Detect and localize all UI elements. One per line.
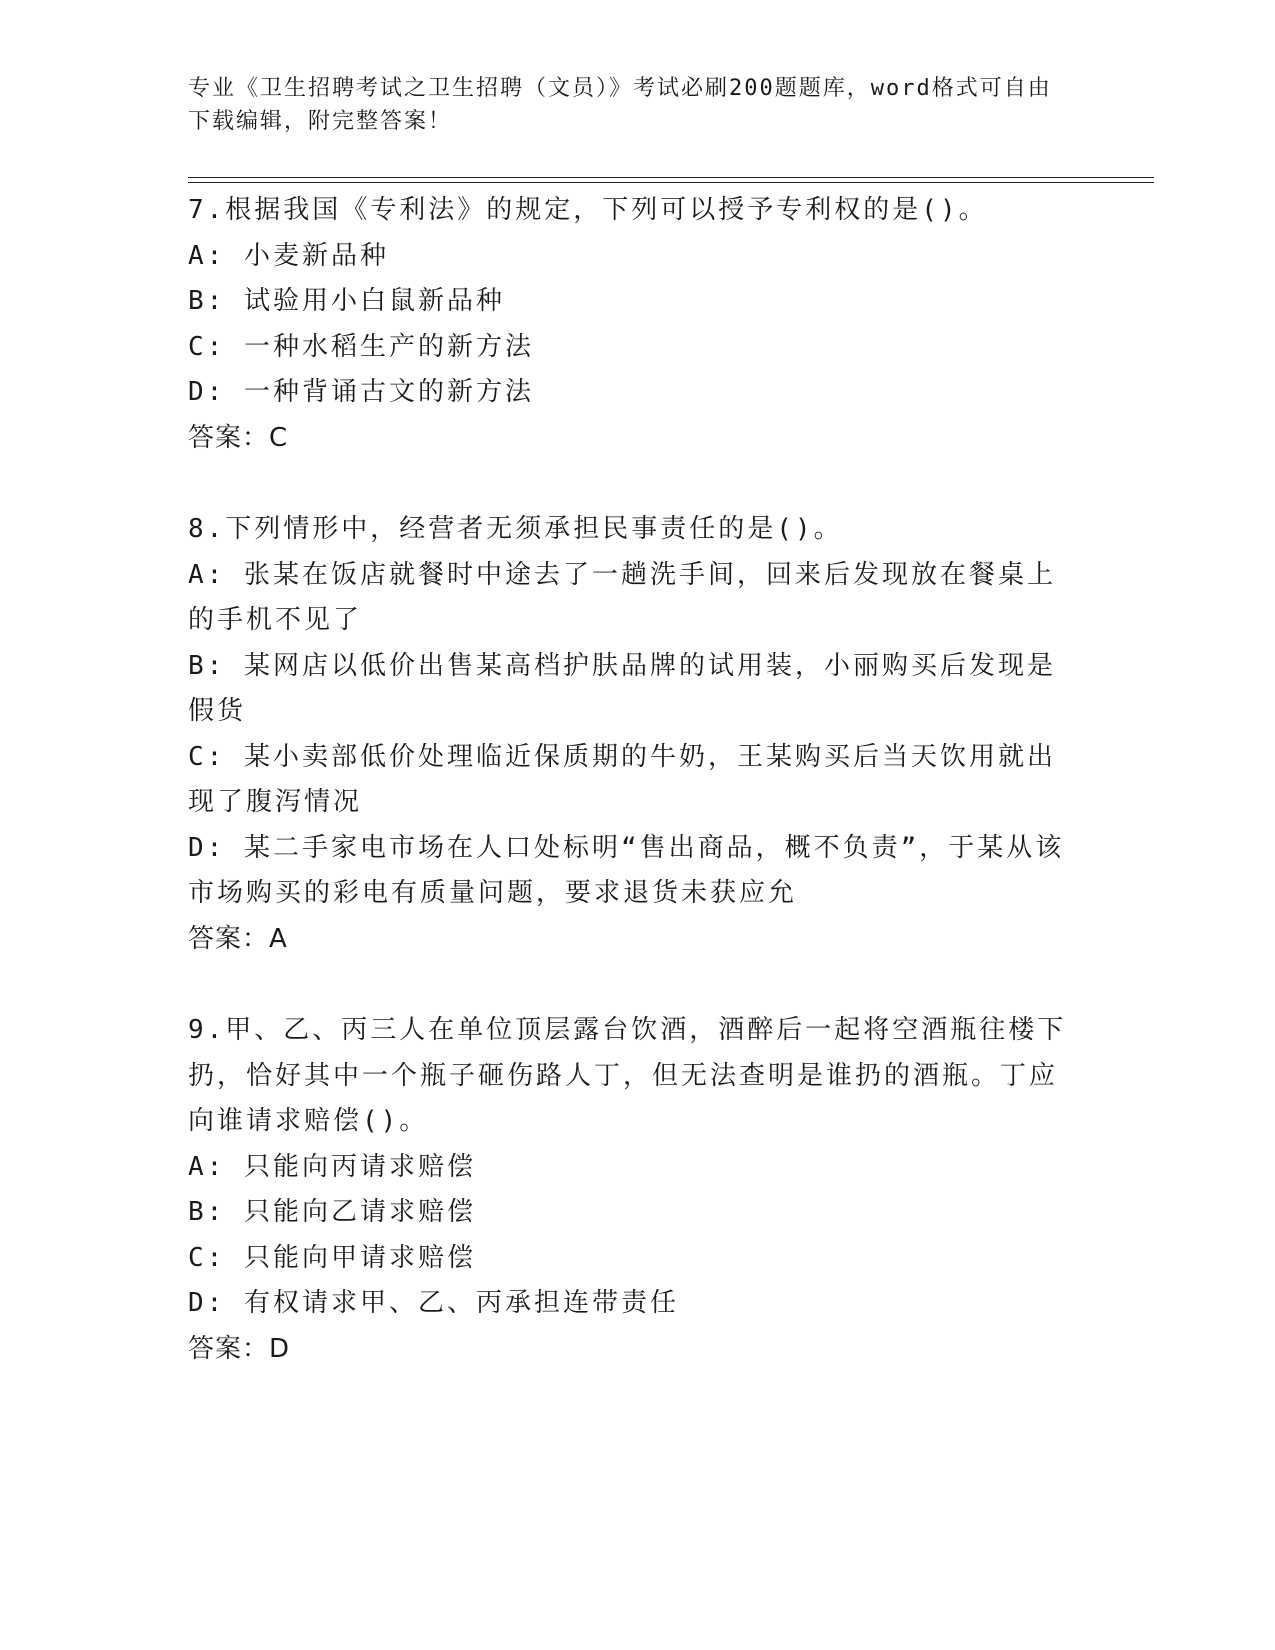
option-c: C: 某小卖部低价处理临近保质期的牛奶，王某购买后当天饮用就出现了腹泻情况 [188, 741, 1056, 817]
question-block [188, 188, 1068, 461]
option-d: D: 一种背诵古文的新方法 [188, 377, 534, 407]
option-a: A: 张某在饭店就餐时中途去了一趟洗手间，回来后发现放在餐桌上的手机不见了 [188, 559, 1056, 635]
answer-label: 答案：A [188, 923, 288, 954]
question-block [188, 507, 1068, 962]
header-divider-bottom [188, 182, 1154, 183]
answer-label: 答案：C [188, 422, 289, 453]
option-b: B: 试验用小白鼠新品种 [188, 286, 505, 316]
option-c: C: 一种水稻生产的新方法 [188, 331, 534, 362]
answer-label: 答案：D [188, 1333, 291, 1364]
question-stem: 8.下列情形中，经营者无须承担民事责任的是()。 [188, 514, 843, 544]
option-b: B: 某网店以低价出售某高档护肤品牌的试用装，小丽购买后发现是假货 [188, 650, 1056, 726]
option-d: D: 有权请求甲、乙、丙承担连带责任 [188, 1288, 679, 1318]
option-c: C: 只能向甲请求赔偿 [188, 1242, 476, 1273]
document-header: 专业《卫生招聘考试之卫生招聘（文员）》考试必刷200题题库，word格式可自由下载编辑，附完整答案！ [188, 76, 1052, 134]
header-divider-top [188, 177, 1154, 178]
question-list [188, 188, 1068, 1418]
question-block [188, 1008, 1068, 1372]
option-b: B: 只能向乙请求赔偿 [188, 1197, 476, 1227]
question-stem: 9.甲、乙、丙三人在单位顶层露台饮酒，酒醉后一起将空酒瓶往楼下扔，恰好其中一个瓶子砸伤路人丁，但无法查明是谁扔的酒瓶。丁应向谁请求赔偿()。 [188, 1015, 1067, 1136]
option-d: D: 某二手家电市场在人口处标明“售出商品，概不负责”，于某从该市场购买的彩电有质量问题，要求退货未获应允 [188, 832, 1065, 908]
option-a: A: 只能向丙请求赔偿 [188, 1151, 476, 1182]
option-a: A: 小麦新品种 [188, 240, 389, 271]
question-stem: 7.根据我国《专利法》的规定，下列可以授予专利权的是()。 [188, 195, 988, 225]
